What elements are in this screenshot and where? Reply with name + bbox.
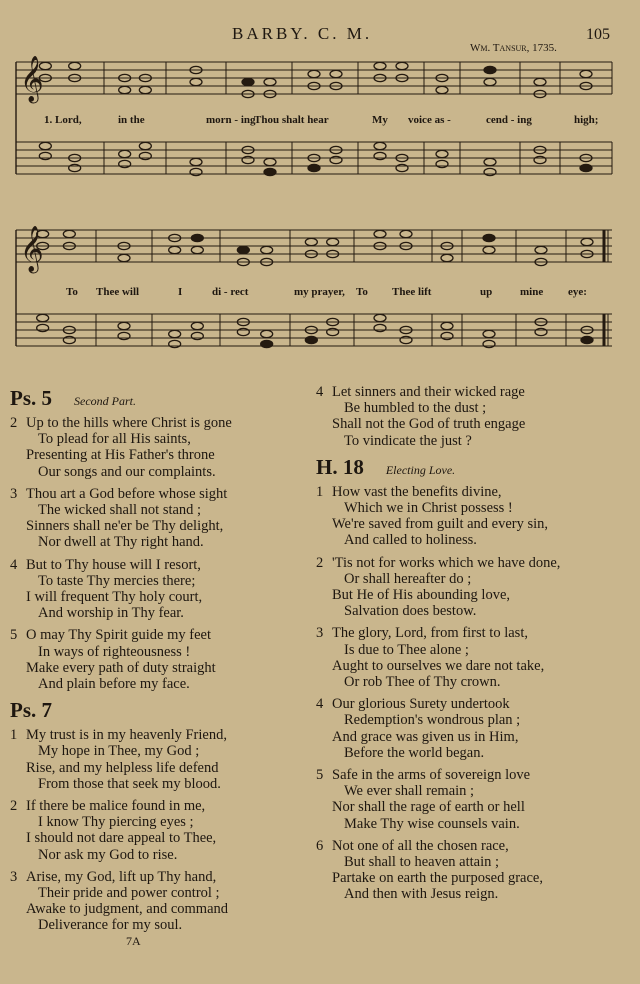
system2-lyrics xyxy=(0,286,640,302)
verse-line xyxy=(316,854,634,870)
hymn-subtitle: Second Part. xyxy=(74,394,136,408)
verse-text: Rise, and my helpless life defend xyxy=(26,759,219,776)
verse-text: Or rob Thee of Thy crown. xyxy=(344,674,501,691)
hymn-heading xyxy=(316,455,634,480)
lyric-syllable: Thee lift xyxy=(392,286,432,298)
verse-number: 2 xyxy=(10,798,18,815)
stanza xyxy=(10,727,308,792)
verse-text: Shall not the God of truth engage xyxy=(332,416,526,433)
verse-text: Let sinners and their wicked rage xyxy=(332,384,525,400)
music-score xyxy=(0,0,640,370)
verse-text: Before the world began. xyxy=(344,744,485,761)
verse-text: Redemption's wondrous plan ; xyxy=(344,712,521,729)
verse-line xyxy=(10,830,308,846)
page-number: 105 xyxy=(586,26,610,43)
verse-text: But to Thy house will I resort, xyxy=(26,556,201,573)
verse-text: Arise, my God, lift up Thy hand, xyxy=(26,868,217,885)
verse-text: How vast the benefits divine, xyxy=(332,483,502,500)
verse-text: The glory, Lord, from first to last, xyxy=(332,625,528,642)
stanza xyxy=(316,555,634,620)
verse-text: If there be malice found in me, xyxy=(26,798,206,815)
verse-text: But shall to heaven attain ; xyxy=(344,854,500,871)
verse-line xyxy=(316,625,634,641)
verse-text: I will frequent Thy holy court, xyxy=(26,589,203,606)
verse-line xyxy=(316,745,634,761)
stanza xyxy=(10,627,308,692)
verse-line xyxy=(10,814,308,830)
verse-line xyxy=(10,534,308,550)
verse-line xyxy=(10,847,308,863)
verse-text: Partake on earth the purposed grace, xyxy=(332,870,543,887)
verse-line xyxy=(10,573,308,589)
verse-text: I know Thy piercing eyes ; xyxy=(38,814,194,831)
verse-number: 4 xyxy=(10,556,18,573)
verse-text: Which we in Christ possess ! xyxy=(344,500,513,517)
verse-line xyxy=(316,516,634,532)
verse-number: 3 xyxy=(316,625,324,642)
lyric-syllable: To xyxy=(66,286,78,298)
hymn-number: Ps. 5 xyxy=(10,386,52,410)
verse-text: Nor ask my God to rise. xyxy=(38,846,178,863)
verse-text: Salvation does bestow. xyxy=(344,603,477,620)
verse-text: Be humbled to the dust ; xyxy=(344,400,487,417)
verse-line xyxy=(316,767,634,783)
verse-line xyxy=(316,571,634,587)
verse-text: Not one of all the chosen race, xyxy=(332,837,509,854)
lyric-syllable: eye: xyxy=(568,286,587,298)
lyric-syllable: cend - ing xyxy=(486,114,532,126)
stanza xyxy=(10,798,308,863)
verse-line xyxy=(316,484,634,500)
verse-text: My trust is in my heavenly Friend, xyxy=(26,727,227,744)
svg-text:𝄞: 𝄞 xyxy=(20,226,44,271)
verse-line xyxy=(316,838,634,854)
verse-text: 'Tis not for works which we have done, xyxy=(332,554,561,571)
printer-signature: 7A xyxy=(126,934,141,948)
verse-line xyxy=(10,798,308,814)
verse-text: Nor shall the rage of earth or hell xyxy=(332,799,525,816)
verse-text: Up to the hills where Christ is gone xyxy=(26,415,232,431)
verse-line xyxy=(10,589,308,605)
stanza xyxy=(316,625,634,690)
verse-line xyxy=(10,776,308,792)
verse-line xyxy=(316,532,634,548)
verse-number: 3 xyxy=(10,868,18,885)
tune-title: BARBY. C. M. xyxy=(232,24,373,43)
stanza xyxy=(10,486,308,551)
lyric-syllable: in the xyxy=(118,114,145,126)
hymn-heading xyxy=(10,698,308,723)
verse-text: We ever shall remain ; xyxy=(344,783,475,800)
verse-text: To taste Thy mercies there; xyxy=(38,572,196,589)
lyric-syllable: Thou shalt hear xyxy=(254,114,329,126)
hymn-heading xyxy=(10,386,308,411)
verse-line xyxy=(316,696,634,712)
verse-line xyxy=(316,384,634,400)
verse-text: And grace was given us in Him, xyxy=(332,728,519,745)
lyric-syllable: I xyxy=(178,286,183,298)
verse-text: Nor dwell at Thy right hand. xyxy=(38,534,204,551)
verse-line xyxy=(10,486,308,502)
verse-number: 6 xyxy=(316,837,324,854)
right-column xyxy=(316,384,634,909)
verse-text: Make Thy wise counsels vain. xyxy=(344,815,520,832)
verse-line xyxy=(316,729,634,745)
verse-number: 2 xyxy=(316,554,324,571)
lyric-syllable: up xyxy=(480,286,493,298)
stanza xyxy=(10,869,308,934)
lyric-syllable: morn - ing xyxy=(206,114,256,126)
stanza xyxy=(316,484,634,549)
verse-line xyxy=(10,644,308,660)
verse-number: 1 xyxy=(316,483,324,500)
lyric-syllable: di - rect xyxy=(212,286,249,298)
verse-line xyxy=(10,727,308,743)
verse-line xyxy=(316,433,634,449)
lyric-syllable: voice as - xyxy=(408,114,451,126)
verse-line xyxy=(10,901,308,917)
hymn-number: H. 18 xyxy=(316,454,364,479)
verse-line xyxy=(316,416,634,432)
verse-text: And called to holiness. xyxy=(344,532,477,549)
verse-number: 4 xyxy=(316,384,324,400)
verse-line xyxy=(316,799,634,815)
stanza xyxy=(10,415,308,480)
verse-text: Aught to ourselves we dare not take, xyxy=(332,657,545,674)
verse-text: Thou art a God before whose sight xyxy=(26,485,228,502)
verse-text: Our songs and our complaints. xyxy=(38,463,216,480)
verse-text: And plain before my face. xyxy=(38,676,190,693)
verse-line xyxy=(316,603,634,619)
verse-line xyxy=(10,885,308,901)
verse-text: To plead for all His saints, xyxy=(38,431,191,448)
verse-text: I should not dare appeal to Thee, xyxy=(26,830,217,847)
verse-number: 5 xyxy=(10,627,18,644)
verse-line xyxy=(10,464,308,480)
hymn-subtitle: Electing Love. xyxy=(385,462,456,477)
verse-line xyxy=(10,447,308,463)
verse-line xyxy=(10,502,308,518)
verse-line xyxy=(316,870,634,886)
stanza xyxy=(10,557,308,622)
verse-line xyxy=(10,743,308,759)
verse-number: 1 xyxy=(10,727,18,744)
verse-text: In ways of righteousness ! xyxy=(38,643,191,660)
verse-line xyxy=(10,760,308,776)
stanza xyxy=(316,838,634,903)
verse-line xyxy=(316,712,634,728)
lyric-syllable: My xyxy=(372,114,388,126)
verse-line xyxy=(316,816,634,832)
verse-line xyxy=(316,555,634,571)
verse-text: We're saved from guilt and every sin, xyxy=(332,516,549,533)
verse-line xyxy=(316,886,634,902)
verse-text: O may Thy Spirit guide my feet xyxy=(26,627,211,644)
verse-number: 2 xyxy=(10,415,18,431)
verse-text: Deliverance for my soul. xyxy=(38,917,183,934)
composer-credit: Wm. Tansur, 1735. xyxy=(470,42,557,54)
stanza xyxy=(316,767,634,832)
verse-line xyxy=(10,557,308,573)
verse-line xyxy=(316,587,634,603)
verse-line xyxy=(10,660,308,676)
verse-text: Or shall hereafter do ; xyxy=(344,570,472,587)
verse-text: The wicked shall not stand ; xyxy=(38,502,202,519)
verse-text: Safe in the arms of sovereign love xyxy=(332,767,531,784)
verse-line xyxy=(10,518,308,534)
verse-number: 5 xyxy=(316,767,324,784)
verse-line xyxy=(10,627,308,643)
verse-line xyxy=(316,783,634,799)
lyric-syllable: To xyxy=(356,286,368,298)
verse-text: Our glorious Surety undertook xyxy=(332,696,510,713)
verse-line xyxy=(316,500,634,516)
lyric-syllable: Thee will xyxy=(96,286,140,298)
svg-text:𝄞: 𝄞 xyxy=(20,56,44,101)
verse-text: And worship in Thy fear. xyxy=(38,605,184,622)
verse-text: My hope in Thee, my God ; xyxy=(38,743,200,760)
verse-line xyxy=(10,869,308,885)
verse-line xyxy=(10,431,308,447)
verse-text: And then with Jesus reign. xyxy=(344,886,499,903)
verse-line xyxy=(10,605,308,621)
verse-text: Awake to judgment, and command xyxy=(26,901,229,918)
system1-lyrics xyxy=(0,114,640,130)
left-column xyxy=(10,384,308,940)
verse-text: Their pride and power control ; xyxy=(38,885,220,902)
verse-text: From those that seek my blood. xyxy=(38,775,221,792)
verse-text: Make every path of duty straight xyxy=(26,659,216,676)
verse-line xyxy=(10,917,308,933)
lyric-syllable: high; xyxy=(574,114,599,126)
lyric-syllable: 1. Lord, xyxy=(44,114,82,126)
stanza xyxy=(316,696,634,761)
verse-line xyxy=(10,415,308,431)
verse-text: But He of His abounding love, xyxy=(332,587,511,604)
hymn-number: Ps. 7 xyxy=(10,698,52,723)
verse-text: Is due to Thee alone ; xyxy=(344,641,469,658)
verse-line xyxy=(10,676,308,692)
verse-text: To vindicate the just ? xyxy=(344,432,472,449)
verse-line xyxy=(316,400,634,416)
verse-number: 3 xyxy=(10,485,18,502)
verse-line xyxy=(316,642,634,658)
lyric-syllable: mine xyxy=(520,286,544,298)
verse-text: Presenting at His Father's throne xyxy=(26,447,215,464)
lyric-syllable: my prayer, xyxy=(294,286,345,298)
verse-line xyxy=(316,658,634,674)
verse-line xyxy=(316,674,634,690)
stanza xyxy=(316,384,634,449)
verse-text: Sinners shall ne'er be Thy delight, xyxy=(26,518,224,535)
verse-number: 4 xyxy=(316,696,324,713)
